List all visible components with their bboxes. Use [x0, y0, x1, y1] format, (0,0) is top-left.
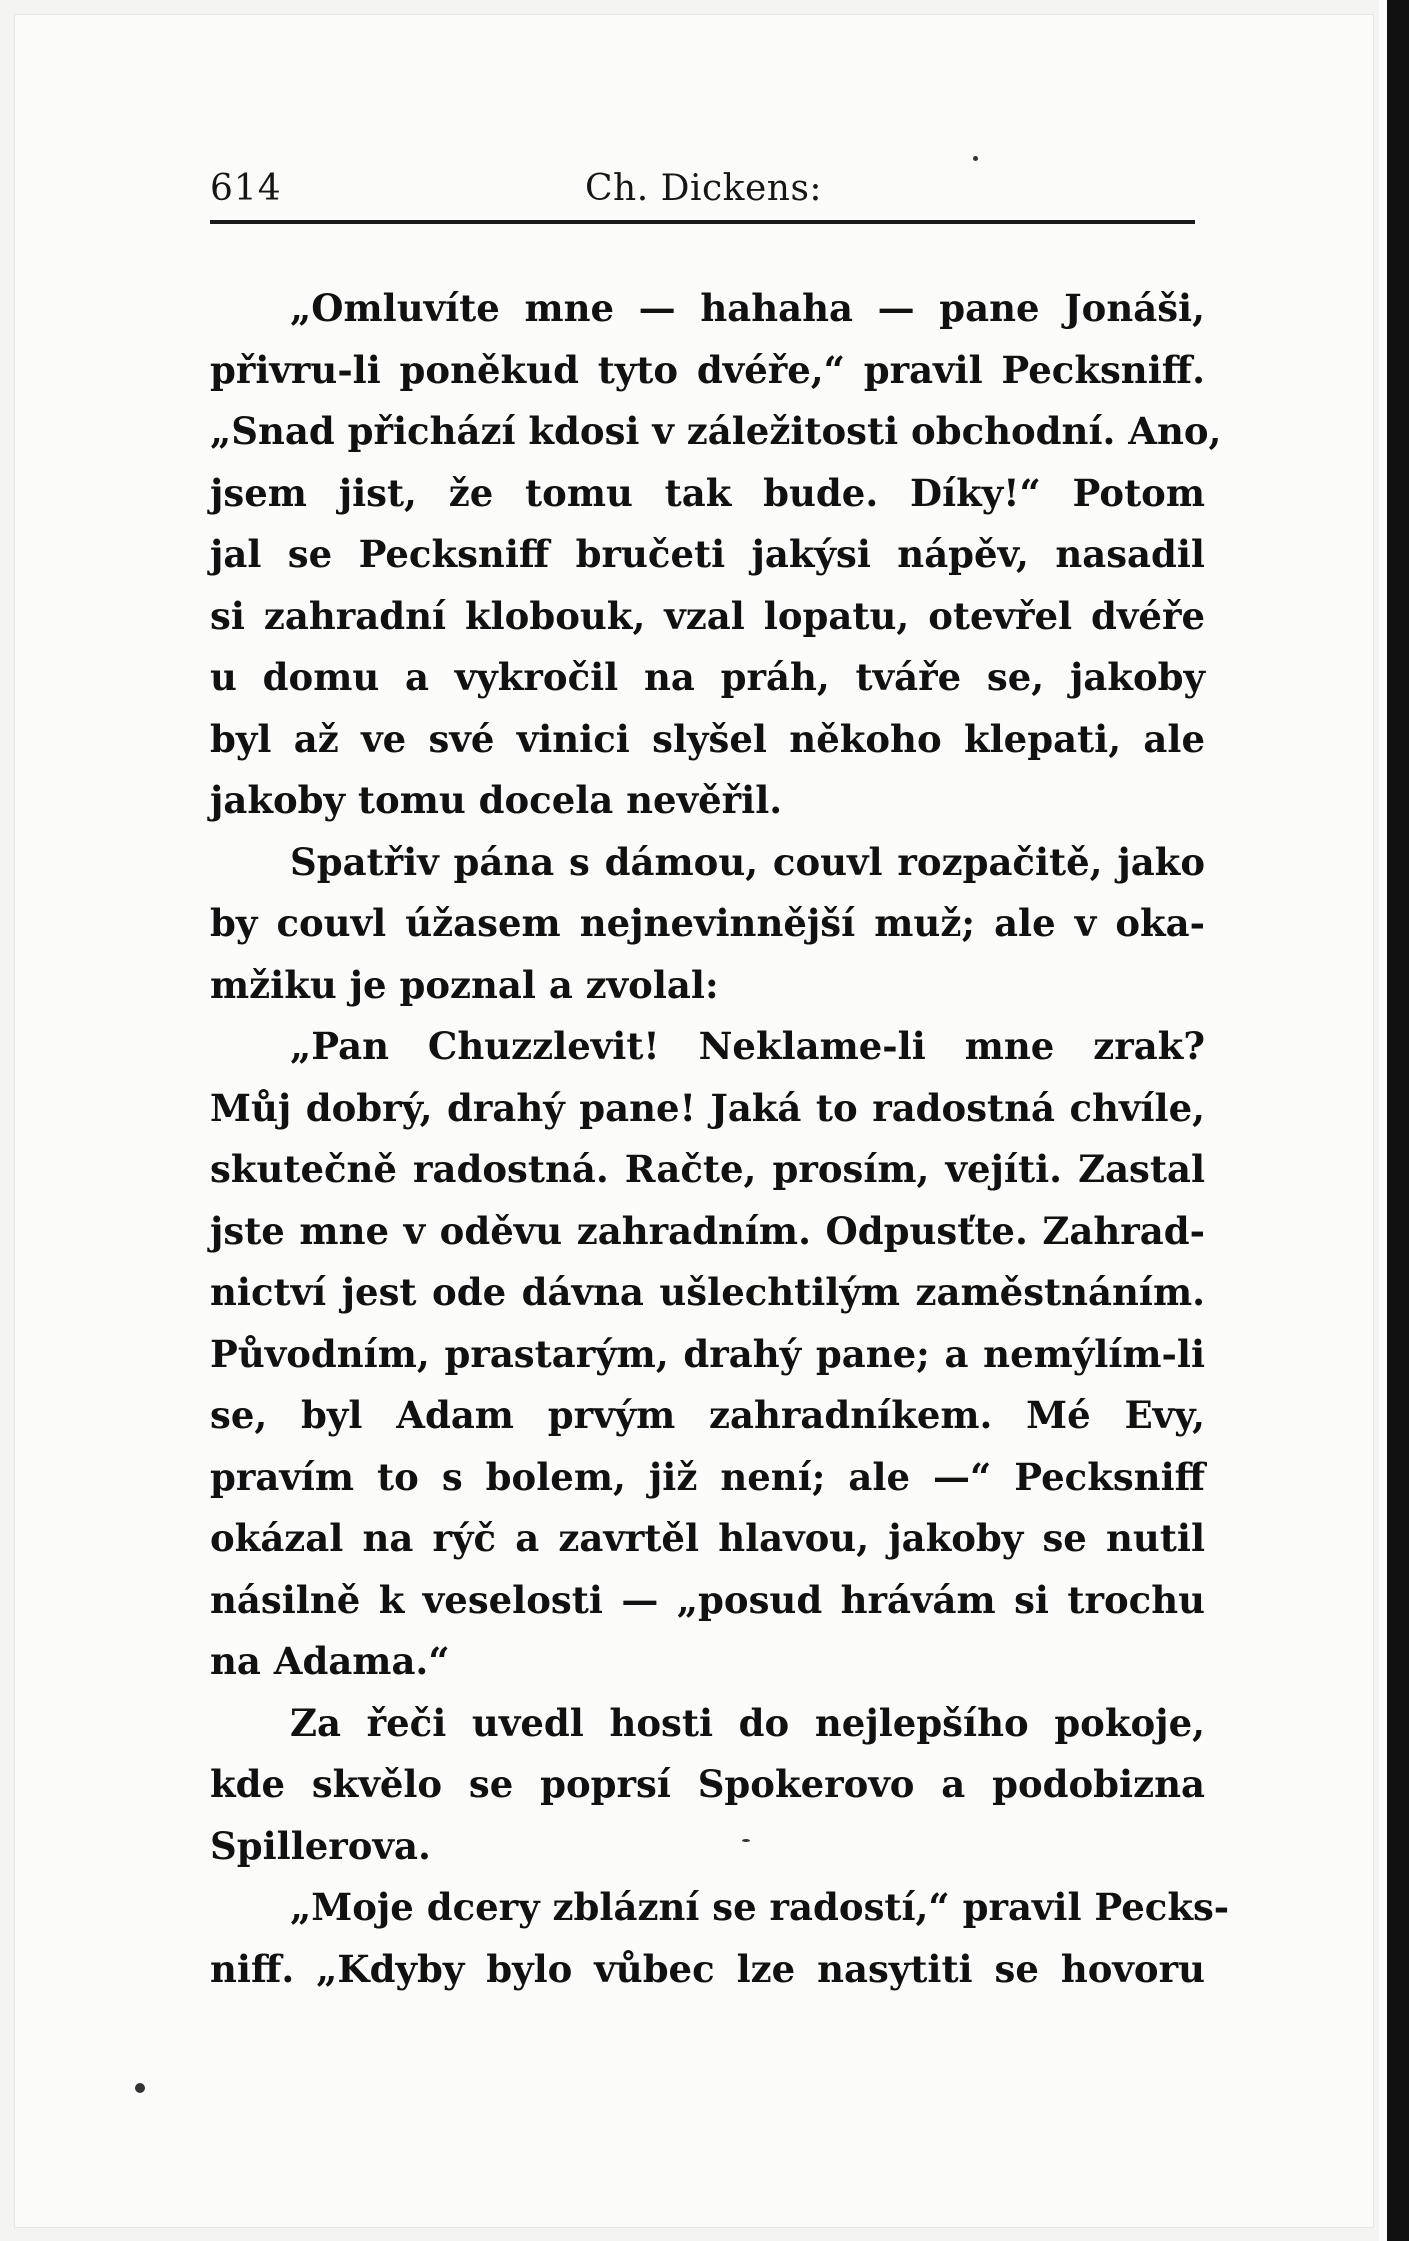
text-line: Původním, prastarým, drahý pane; a nemýlím-li: [210, 1331, 1205, 1376]
text-line: jakoby tomu docela nevěřil.: [210, 778, 783, 822]
text-line: jal se Pecksniff bručeti jakýsi nápěv, nasadil: [210, 532, 1205, 576]
body-text: [210, 278, 1230, 2000]
text-line: niff. „Kdyby bylo vůbec lze nasytiti se hovoru: [210, 1946, 1205, 1991]
text-line: by couvl úžasem nejnevinnější muž; ale v oka-: [210, 901, 1205, 945]
text-line: Můj dobrý, drahý pane! Jaká to radostná chvíle,: [210, 1085, 1205, 1130]
text-line: jste mne v oděvu zahradním. Odpusťte. Zahrad-: [210, 1208, 1205, 1253]
text-line: „Snad přichází kdosi v záležitosti obchodní. Ano,: [210, 409, 1222, 453]
text-line: Za řeči uvedl hosti do nejlepšího pokoje,: [290, 1700, 1205, 1745]
page-number: 614: [210, 168, 282, 209]
header-rule: [210, 220, 1195, 224]
running-head: Ch. Dickens:: [585, 168, 823, 209]
text-line: „Omluvíte mne — hahaha — pane Jonáši,: [290, 286, 1205, 330]
text-line: u domu a vykročil na práh, tváře se, jakoby: [210, 655, 1205, 699]
binding-edge-gap: [1379, 0, 1387, 2241]
text-line: „Pan Chuzzlevit! Neklame-li mne zrak?: [290, 1024, 1205, 1068]
scan-speck: [135, 2083, 145, 2093]
text-line: byl až ve své vinici slyšel někoho klepati, ale: [210, 716, 1205, 761]
text-line: se, byl Adam prvým zahradníkem. Mé Evy,: [210, 1393, 1205, 1437]
text-line: pravím to s bolem, již není; ale —“ Pecksniff: [210, 1454, 1205, 1499]
text-line: jsem jist, že tomu tak bude. Díky!“ Potom: [210, 470, 1205, 515]
scan-speck: [973, 156, 978, 161]
text-line: skutečně radostná. Račte, prosím, vejíti. Zastal: [210, 1147, 1205, 1191]
text-line: si zahradní klobouk, vzal lopatu, otevřel dvéře: [210, 593, 1205, 638]
text-line: „Moje dcery zblázní se radostí,“ pravil Pecks-: [290, 1885, 1230, 1929]
text-line: mžiku je poznal a zvolal:: [210, 962, 719, 1007]
scan-speck: [742, 1839, 750, 1842]
text-line: kde skvělo se poprsí Spokerovo a podobizna: [210, 1762, 1205, 1806]
text-line: Spatřiv pána s dámou, couvl rozpačitě, jako: [290, 839, 1205, 884]
text-line: Spillerova.: [210, 1823, 431, 1868]
text-line: okázal na rýč a zavrtěl hlavou, jakoby se nutil: [210, 1516, 1205, 1560]
text-line: nictví jest ode dávna ušlechtilým zaměstnáním.: [210, 1270, 1205, 1314]
text-line: na Adama.“: [210, 1639, 450, 1683]
text-line: přivru-li poněkud tyto dvéře,“ pravil Pecksniff.: [210, 347, 1205, 392]
page-header: [210, 168, 1195, 216]
text-line: násilně k veselosti — „posud hrávám si trochu: [210, 1577, 1205, 1622]
